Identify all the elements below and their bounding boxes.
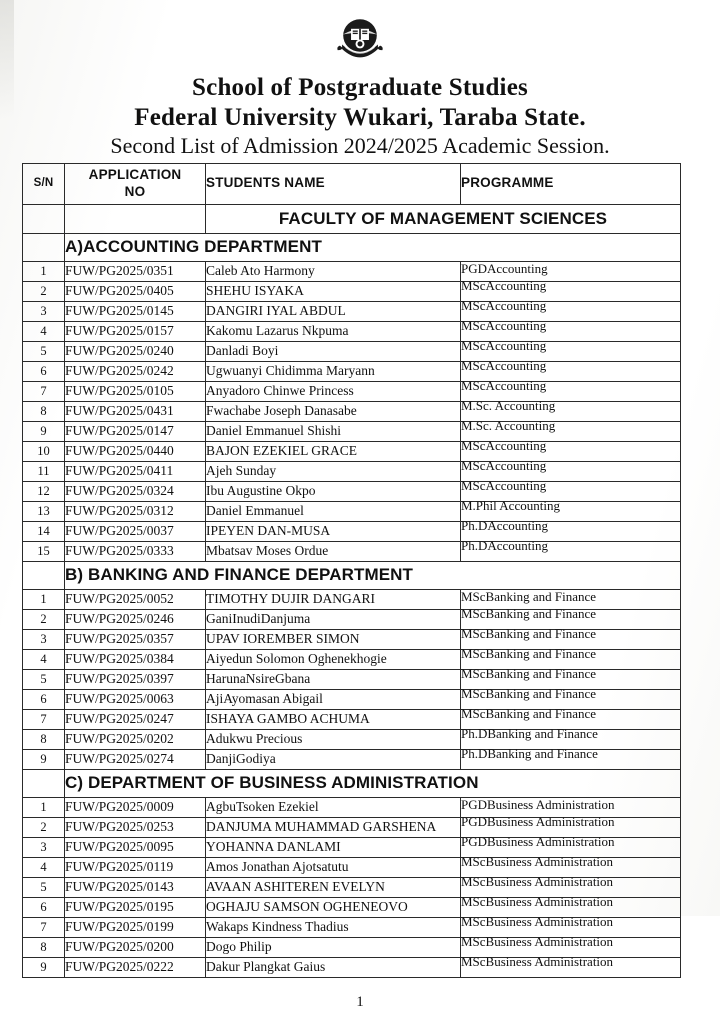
department-heading-spacer-sn — [23, 233, 65, 261]
programme-text: PGDBusiness Administration — [461, 797, 615, 813]
cell-student-name: Aiyedun Solomon Oghenekhogie — [206, 649, 461, 669]
programme-text: Ph.DBanking and Finance — [461, 726, 598, 742]
cell-application-no: FUW/PG2025/0037 — [65, 521, 206, 541]
university-title: Federal University Wukari, Taraba State. — [134, 104, 586, 131]
faculty-banner-spacer-sn — [23, 204, 65, 233]
programme-text: MScBusiness Administration — [461, 954, 614, 970]
cell-serial-number: 1 — [23, 797, 65, 817]
cell-serial-number: 2 — [23, 609, 65, 629]
cell-serial-number: 2 — [23, 817, 65, 837]
cell-student-name: Ugwuanyi Chidimma Maryann — [206, 361, 461, 381]
department-heading-label: A)ACCOUNTING DEPARTMENT — [65, 233, 681, 261]
cell-student-name: Mbatsav Moses Ordue — [206, 541, 461, 561]
table-body — [23, 204, 681, 977]
programme-text: MScAccounting — [461, 278, 547, 294]
cell-student-name: GaniInudiDanjuma — [206, 609, 461, 629]
cell-student-name: AjiAyomasan Abigail — [206, 689, 461, 709]
cell-student-name: AgbuTsoken Ezekiel — [206, 797, 461, 817]
document-subtitle: Second List of Admission 2024/2025 Academic Session. — [110, 133, 610, 158]
university-crest-icon — [332, 12, 388, 68]
column-header-students-name: STUDENTS NAME — [206, 163, 461, 204]
programme-text: Ph.DAccounting — [461, 518, 549, 534]
cell-serial-number: 2 — [23, 281, 65, 301]
programme-text: MScAccounting — [461, 338, 547, 354]
table-row — [23, 749, 681, 769]
cell-application-no: FUW/PG2025/0247 — [65, 709, 206, 729]
table-row — [23, 541, 681, 561]
programme-text: M.Sc. Accounting — [461, 398, 556, 414]
cell-serial-number: 9 — [23, 957, 65, 977]
faculty-banner-spacer-app — [65, 204, 206, 233]
cell-student-name: Adukwu Precious — [206, 729, 461, 749]
programme-text: MScBusiness Administration — [461, 914, 614, 930]
programme-text: PGDBusiness Administration — [461, 834, 615, 850]
column-header-application-line2: NO — [124, 183, 146, 199]
cell-serial-number: 7 — [23, 381, 65, 401]
department-heading-spacer-sn — [23, 561, 65, 589]
cell-student-name: UPAV IOREMBER SIMON — [206, 629, 461, 649]
cell-serial-number: 10 — [23, 441, 65, 461]
programme-text: MScAccounting — [461, 298, 547, 314]
cell-serial-number: 5 — [23, 341, 65, 361]
department-heading-row — [23, 233, 681, 261]
programme-text: MScBusiness Administration — [461, 894, 614, 910]
cell-serial-number: 9 — [23, 749, 65, 769]
programme-text: MScBanking and Finance — [461, 646, 597, 662]
cell-student-name: Kakomu Lazarus Nkpuma — [206, 321, 461, 341]
cell-serial-number: 12 — [23, 481, 65, 501]
cell-student-name: Anyadoro Chinwe Princess — [206, 381, 461, 401]
cell-application-no: FUW/PG2025/0119 — [65, 857, 206, 877]
cell-application-no: FUW/PG2025/0440 — [65, 441, 206, 461]
cell-application-no: FUW/PG2025/0357 — [65, 629, 206, 649]
department-heading-row — [23, 561, 681, 589]
programme-text: M.Phil Accounting — [461, 498, 560, 514]
cell-application-no: FUW/PG2025/0063 — [65, 689, 206, 709]
cell-application-no: FUW/PG2025/0274 — [65, 749, 206, 769]
cell-application-no: FUW/PG2025/0009 — [65, 797, 206, 817]
cell-programme — [461, 954, 681, 977]
programme-text: MScAccounting — [461, 378, 547, 394]
department-heading-row — [23, 769, 681, 797]
cell-student-name: TIMOTHY DUJIR DANGARI — [206, 589, 461, 609]
programme-text: MScAccounting — [461, 458, 547, 474]
cell-serial-number: 6 — [23, 689, 65, 709]
column-header-programme: PROGRAMME — [461, 163, 681, 204]
cell-application-no: FUW/PG2025/0143 — [65, 877, 206, 897]
cell-serial-number: 9 — [23, 421, 65, 441]
cell-student-name: BAJON EZEKIEL GRACE — [206, 441, 461, 461]
cell-application-no: FUW/PG2025/0324 — [65, 481, 206, 501]
programme-text: MScBusiness Administration — [461, 854, 614, 870]
column-header-application-no — [65, 163, 206, 204]
cell-student-name: DanjiGodiya — [206, 749, 461, 769]
cell-student-name: Fwachabe Joseph Danasabe — [206, 401, 461, 421]
cell-serial-number: 5 — [23, 669, 65, 689]
cell-serial-number: 11 — [23, 461, 65, 481]
department-heading-label: B) BANKING AND FINANCE DEPARTMENT — [65, 561, 681, 589]
cell-application-no: FUW/PG2025/0240 — [65, 341, 206, 361]
table-row — [23, 957, 681, 977]
cell-serial-number: 7 — [23, 917, 65, 937]
cell-application-no: FUW/PG2025/0145 — [65, 301, 206, 321]
cell-application-no: FUW/PG2025/0351 — [65, 261, 206, 281]
cell-student-name: Ibu Augustine Okpo — [206, 481, 461, 501]
cell-serial-number: 3 — [23, 837, 65, 857]
cell-application-no: FUW/PG2025/0253 — [65, 817, 206, 837]
cell-student-name: DANJUMA MUHAMMAD GARSHENA — [206, 817, 461, 837]
cell-application-no: FUW/PG2025/0200 — [65, 937, 206, 957]
programme-text: MScBanking and Finance — [461, 626, 597, 642]
document-header — [0, 0, 720, 159]
page-number: 1 — [356, 993, 364, 1010]
cell-programme — [461, 746, 681, 769]
cell-student-name: Daniel Emmanuel Shishi — [206, 421, 461, 441]
column-header-sn: S/N — [23, 163, 65, 204]
programme-text: MScAccounting — [461, 318, 547, 334]
cell-application-no: FUW/PG2025/0246 — [65, 609, 206, 629]
programme-text: MScBanking and Finance — [461, 666, 597, 682]
cell-application-no: FUW/PG2025/0397 — [65, 669, 206, 689]
cell-application-no: FUW/PG2025/0405 — [65, 281, 206, 301]
cell-application-no: FUW/PG2025/0411 — [65, 461, 206, 481]
cell-serial-number: 6 — [23, 361, 65, 381]
faculty-banner-label: FACULTY OF MANAGEMENT SCIENCES — [206, 204, 681, 233]
cell-application-no: FUW/PG2025/0199 — [65, 917, 206, 937]
programme-text: MScAccounting — [461, 438, 547, 454]
programme-text: MScBanking and Finance — [461, 606, 597, 622]
cell-serial-number: 3 — [23, 301, 65, 321]
cell-application-no: FUW/PG2025/0195 — [65, 897, 206, 917]
cell-serial-number: 7 — [23, 709, 65, 729]
cell-application-no: FUW/PG2025/0052 — [65, 589, 206, 609]
cell-serial-number: 4 — [23, 857, 65, 877]
cell-student-name: YOHANNA DANLAMI — [206, 837, 461, 857]
programme-text: PGDAccounting — [461, 261, 548, 277]
cell-student-name: ISHAYA GAMBO ACHUMA — [206, 709, 461, 729]
cell-application-no: FUW/PG2025/0222 — [65, 957, 206, 977]
programme-text: Ph.DAccounting — [461, 538, 549, 554]
cell-student-name: OGHAJU SAMSON OGHENEOVO — [206, 897, 461, 917]
cell-serial-number: 5 — [23, 877, 65, 897]
cell-serial-number: 3 — [23, 629, 65, 649]
cell-serial-number: 8 — [23, 401, 65, 421]
cell-serial-number: 1 — [23, 589, 65, 609]
programme-text: M.Sc. Accounting — [461, 418, 556, 434]
programme-text: MScBusiness Administration — [461, 874, 614, 890]
programme-text: MScBusiness Administration — [461, 934, 614, 950]
programme-text: Ph.DBanking and Finance — [461, 746, 598, 762]
cell-student-name: AVAAN ASHITEREN EVELYN — [206, 877, 461, 897]
cell-student-name: Danladi Boyi — [206, 341, 461, 361]
programme-text: PGDBusiness Administration — [461, 814, 615, 830]
admission-table-container — [22, 163, 680, 978]
cell-application-no: FUW/PG2025/0312 — [65, 501, 206, 521]
department-heading-label: C) DEPARTMENT OF BUSINESS ADMINISTRATION — [65, 769, 681, 797]
table-header-row — [23, 163, 681, 204]
faculty-banner-row — [23, 204, 681, 233]
programme-text: MScBanking and Finance — [461, 589, 597, 605]
cell-student-name: Ajeh Sunday — [206, 461, 461, 481]
cell-application-no: FUW/PG2025/0105 — [65, 381, 206, 401]
cell-student-name: Wakaps Kindness Thadius — [206, 917, 461, 937]
cell-serial-number: 4 — [23, 649, 65, 669]
cell-serial-number: 8 — [23, 729, 65, 749]
programme-text: MScBanking and Finance — [461, 706, 597, 722]
cell-student-name: Dogo Philip — [206, 937, 461, 957]
cell-serial-number: 14 — [23, 521, 65, 541]
cell-application-no: FUW/PG2025/0333 — [65, 541, 206, 561]
cell-student-name: SHEHU ISYAKA — [206, 281, 461, 301]
cell-student-name: Amos Jonathan Ajotsatutu — [206, 857, 461, 877]
cell-student-name: Caleb Ato Harmony — [206, 261, 461, 281]
department-heading-spacer-sn — [23, 769, 65, 797]
cell-application-no: FUW/PG2025/0157 — [65, 321, 206, 341]
cell-serial-number: 8 — [23, 937, 65, 957]
cell-programme — [461, 538, 681, 561]
cell-student-name: HarunaNsireGbana — [206, 669, 461, 689]
cell-application-no: FUW/PG2025/0384 — [65, 649, 206, 669]
admission-table — [22, 163, 681, 978]
table-header — [23, 163, 681, 204]
cell-application-no: FUW/PG2025/0202 — [65, 729, 206, 749]
cell-student-name: Dakur Plangkat Gaius — [206, 957, 461, 977]
cell-serial-number: 1 — [23, 261, 65, 281]
cell-student-name: DANGIRI IYAL ABDUL — [206, 301, 461, 321]
cell-student-name: Daniel Emmanuel — [206, 501, 461, 521]
programme-text: MScAccounting — [461, 478, 547, 494]
cell-student-name: IPEYEN DAN-MUSA — [206, 521, 461, 541]
column-header-application-line1: APPLICATION — [88, 166, 182, 182]
school-title: School of Postgraduate Studies — [192, 74, 528, 101]
cell-application-no: FUW/PG2025/0431 — [65, 401, 206, 421]
cell-serial-number: 15 — [23, 541, 65, 561]
programme-text: MScAccounting — [461, 358, 547, 374]
cell-serial-number: 6 — [23, 897, 65, 917]
cell-application-no: FUW/PG2025/0242 — [65, 361, 206, 381]
cell-application-no: FUW/PG2025/0147 — [65, 421, 206, 441]
programme-text: MScBanking and Finance — [461, 686, 597, 702]
cell-serial-number: 13 — [23, 501, 65, 521]
cell-serial-number: 4 — [23, 321, 65, 341]
cell-application-no: FUW/PG2025/0095 — [65, 837, 206, 857]
